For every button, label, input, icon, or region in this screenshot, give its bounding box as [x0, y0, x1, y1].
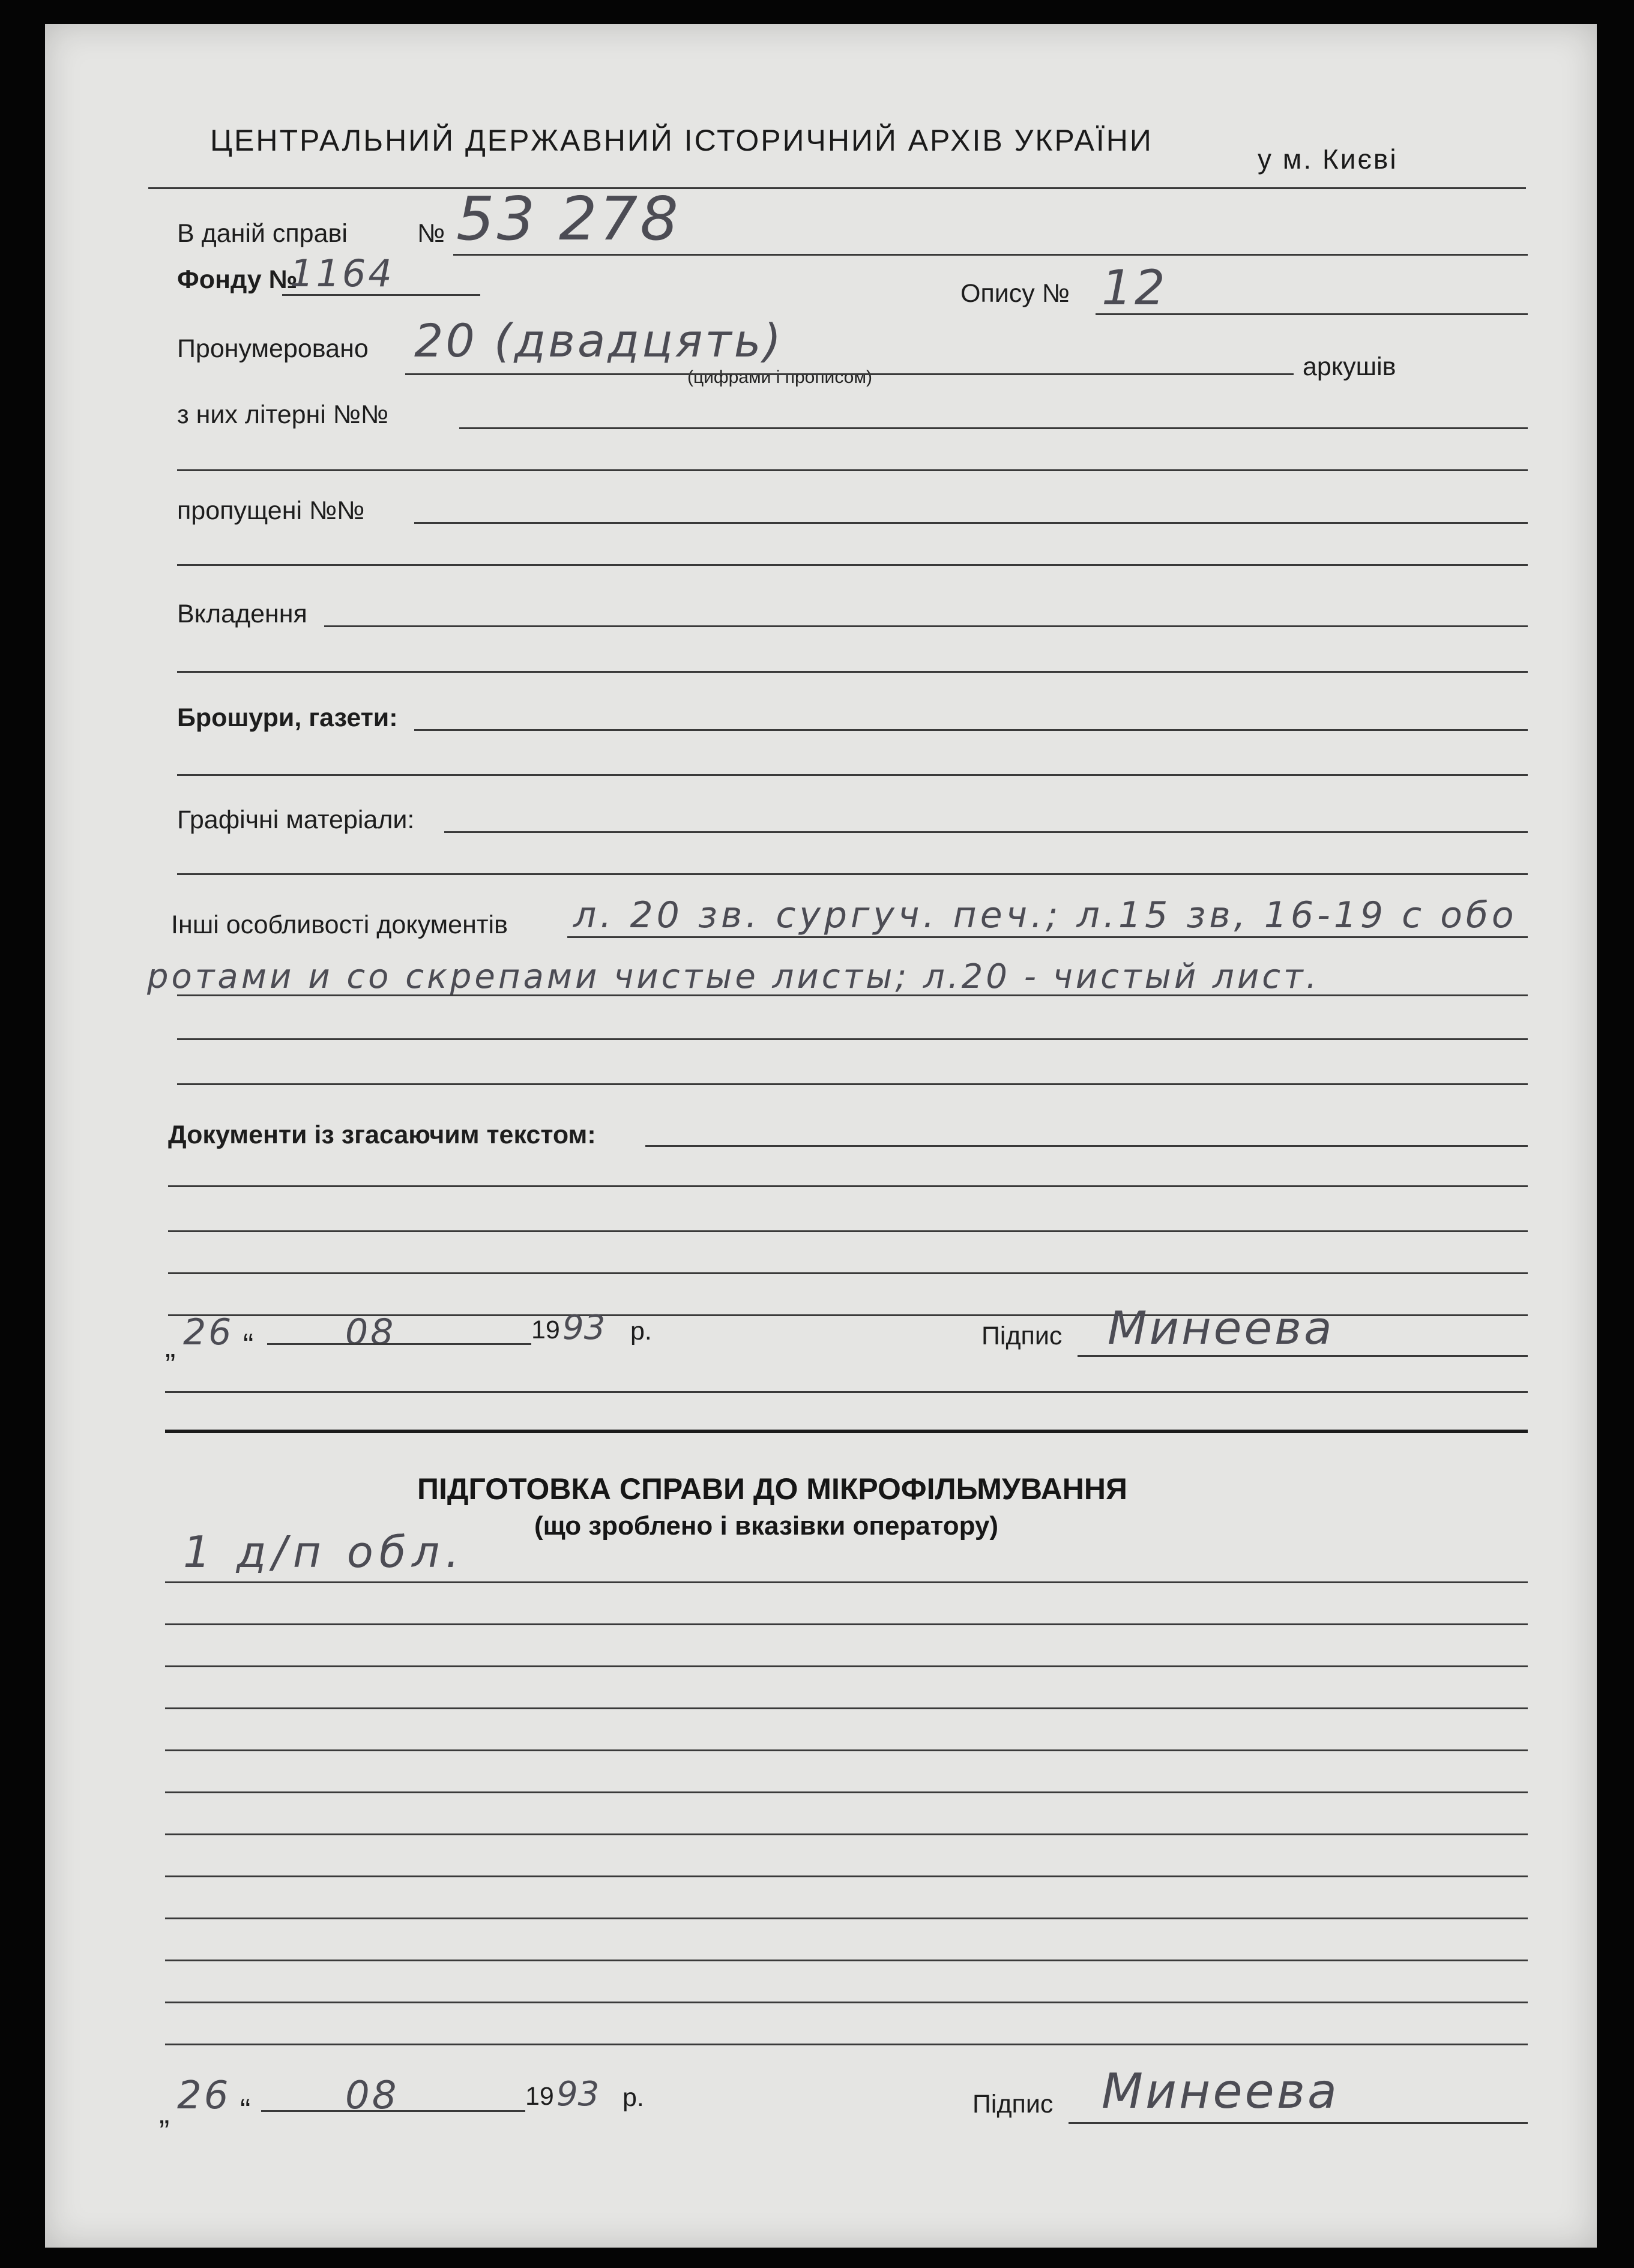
microfilm-line-6 [165, 1791, 1528, 1793]
section-divider [165, 1430, 1528, 1433]
fond-label: Фонду № [177, 265, 298, 294]
microfilm-title: ПІДГОТОВКА СПРАВИ ДО МІКРОФІЛЬМУВАННЯ [417, 1472, 1127, 1506]
archive-city: у м. Києві [1258, 143, 1398, 175]
microfilm-line-11 [165, 2002, 1528, 2003]
microfilm-subtitle: (що зроблено і вказівки оператору) [534, 1511, 999, 1541]
signature-label: Підпис [981, 1322, 1063, 1350]
enclosures-line-2 [177, 671, 1528, 673]
missed-line [414, 522, 1528, 524]
features-line-2 [177, 994, 1528, 996]
opys-label: Опису № [960, 279, 1070, 308]
date-month-line [267, 1343, 531, 1345]
faded-label: Документи із згасаючим текстом: [168, 1120, 596, 1149]
date-year-prefix: 19 [531, 1316, 560, 1344]
missed-label: пропущені №№ [177, 496, 365, 525]
microfilm-line-8 [165, 1875, 1528, 1877]
numbered-value: 20 (двадцять) [414, 314, 784, 367]
lettered-label: з них літерні №№ [177, 400, 389, 429]
microfilm-line-2 [165, 1623, 1528, 1625]
signature-line [1078, 1355, 1528, 1357]
features-text-line-1: л. 20 зв. сургуч. печ.; л.15 зв, 16-19 с обо [573, 894, 1518, 936]
archive-form-sheet [45, 24, 1597, 2248]
faded-line-3 [168, 1230, 1528, 1232]
faded-line [645, 1145, 1528, 1147]
graphic-line-2 [177, 873, 1528, 875]
fond-number: 1164 [290, 251, 394, 295]
missed-line-2 [177, 564, 1528, 566]
microfilm-date-month-line [261, 2110, 525, 2112]
microfilm-date-month: 08 [345, 2074, 399, 2118]
microfilm-date-year-prefix: 19 [525, 2082, 554, 2111]
signature: Минеева [1108, 1301, 1334, 1355]
microfilm-signature: Минеева [1102, 2063, 1339, 2119]
microfilm-date-day: 26 [177, 2074, 231, 2118]
lettered-line-2 [177, 469, 1528, 471]
microfilm-note: 1 д/п обл. [183, 1527, 466, 1577]
date-suffix: р. [630, 1317, 652, 1346]
opys-line [1096, 313, 1528, 315]
microfilm-signature-label: Підпис [972, 2090, 1054, 2119]
block-line [165, 1391, 1528, 1393]
features-line [567, 936, 1528, 938]
fond-line [282, 294, 480, 296]
opys-number: 12 [1102, 260, 1168, 316]
brochures-line-2 [177, 774, 1528, 776]
brochures-label: Брошури, газети: [177, 703, 398, 732]
graphic-line [444, 831, 1528, 833]
microfilm-line-10 [165, 1960, 1528, 1961]
microfilm-date-suffix: р. [623, 2083, 644, 2112]
microfilm-date-open-quote: „ [159, 2096, 170, 2131]
numbered-line [405, 373, 1294, 375]
date-year-suffix: 93 [562, 1308, 606, 1347]
archive-title: ЦЕНТРАЛЬНИЙ ДЕРЖАВНИЙ ІСТОРИЧНИЙ АРХІВ УКРАЇНИ [210, 124, 1153, 157]
features-text-line-2: ротами и со скрепами чистые листы; л.20 - чистый лист. [147, 957, 1320, 996]
numbered-hint: (цифрами і прописом) [687, 367, 872, 387]
brochures-line [414, 729, 1528, 731]
case-number: 53 278 [456, 184, 681, 254]
microfilm-line-12 [165, 2044, 1528, 2045]
header-underline [148, 187, 1526, 189]
date-month: 08 [345, 1311, 396, 1353]
microfilm-line-9 [165, 1918, 1528, 1919]
case-number-line [453, 254, 1528, 256]
features-line-4 [177, 1083, 1528, 1085]
case-label: В даній справі [177, 219, 348, 248]
graphic-label: Графічні матеріали: [177, 805, 415, 834]
features-line-3 [177, 1038, 1528, 1040]
lettered-line [459, 427, 1528, 429]
microfilm-date-year-suffix: 93 [556, 2075, 600, 2114]
numbered-label: Пронумеровано [177, 334, 369, 363]
features-label: Інші особливості документів [171, 910, 508, 939]
microfilm-date-close-quote: “ [240, 2093, 251, 2128]
date-close-quote: “ [243, 1328, 254, 1362]
enclosures-label: Вкладення [177, 600, 307, 628]
enclosures-line [324, 625, 1528, 627]
case-no-sign: № [417, 219, 445, 248]
microfilm-line-5 [165, 1749, 1528, 1751]
microfilm-signature-line [1069, 2122, 1528, 2124]
faded-line-2 [168, 1185, 1528, 1187]
microfilm-line-3 [165, 1665, 1528, 1667]
microfilm-line-1 [165, 1581, 1528, 1583]
sheets-label: аркушів [1303, 352, 1396, 381]
faded-line-4 [168, 1272, 1528, 1274]
date-day: 26 [183, 1311, 234, 1353]
date-open-quote: „ [165, 1329, 176, 1364]
microfilm-line-7 [165, 1833, 1528, 1835]
microfilm-line-4 [165, 1707, 1528, 1709]
